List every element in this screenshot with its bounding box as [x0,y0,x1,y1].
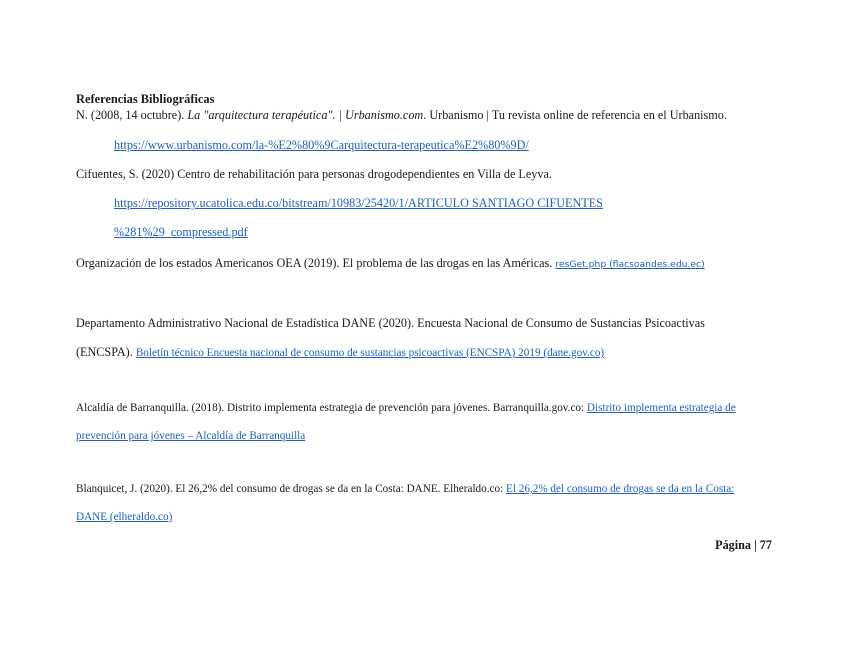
reference-4-link[interactable]: Boletín técnico Encuesta nacional de consumo de sustancias psicoactivas (ENCSPA) 2019 (dane.gov.co) [135,347,605,359]
reference-1-title: La "arquitectura terapéutica". | Urbanismo.com [187,108,424,122]
reference-4-prefix: (ENCSPA). [76,345,136,359]
reference-3-text: Organización de los estados Americanos OEA (2019). El problema de las drogas en las Américas. [76,256,553,270]
reference-6-line1 [76,482,734,496]
reference-2: Cifuentes, S. (2020) Centro de rehabilitación para personas drogodependientes en Villa de Leyva. [76,167,552,181]
page-number: Página | 77 [715,538,772,552]
reference-5-line1 [76,401,736,415]
reference-1-suffix: . Urbanismo | Tu revista online de referencia en el Urbanismo. [423,108,727,122]
reference-6-link-part2[interactable]: DANE (elheraldo.co) [76,511,173,523]
reference-4-line2 [76,345,604,360]
reference-1-url-link[interactable]: https://www.urbanismo.com/la-%E2%80%9Carquitectura-terapeutica%E2%80%9D/ [114,138,529,152]
reference-1 [76,108,727,122]
reference-3-link[interactable]: resGet.php (flacsoandes.edu.ec) [555,259,705,270]
reference-6-text: Blanquicet, J. (2020). El 26,2% del consumo de drogas se da en la Costa: DANE. Elheraldo.co: [76,483,506,495]
reference-5-link-part2[interactable]: prevención para jóvenes – Alcaldía de Barranquilla [76,430,306,442]
reference-1-prefix: N. (2008, 14 octubre). [76,108,188,122]
reference-2-url-link-line2[interactable]: %281%29_compressed.pdf [114,225,248,239]
reference-4-line1: Departamento Administrativo Nacional de Estadística DANE (2020). Encuesta Nacional de Consumo de Sustancias Psicoactivas [76,316,705,330]
reference-6-link-part1[interactable]: El 26,2% del consumo de drogas se da en la Costa: [506,483,735,495]
reference-5-text: Alcaldía de Barranquilla. (2018). Distrito implementa estrategia de prevención para jóvenes. Barranquilla.gov.co: [76,402,587,414]
reference-5-link-part1[interactable]: Distrito implementa estrategia de [586,402,736,414]
references-heading: Referencias Bibliográficas [76,92,215,106]
reference-2-url-link-line1[interactable]: https://repository.ucatolica.edu.co/bitstream/10983/25420/1/ARTICULO SANTIAGO CIFUENTES [114,196,603,210]
reference-3 [76,256,705,272]
